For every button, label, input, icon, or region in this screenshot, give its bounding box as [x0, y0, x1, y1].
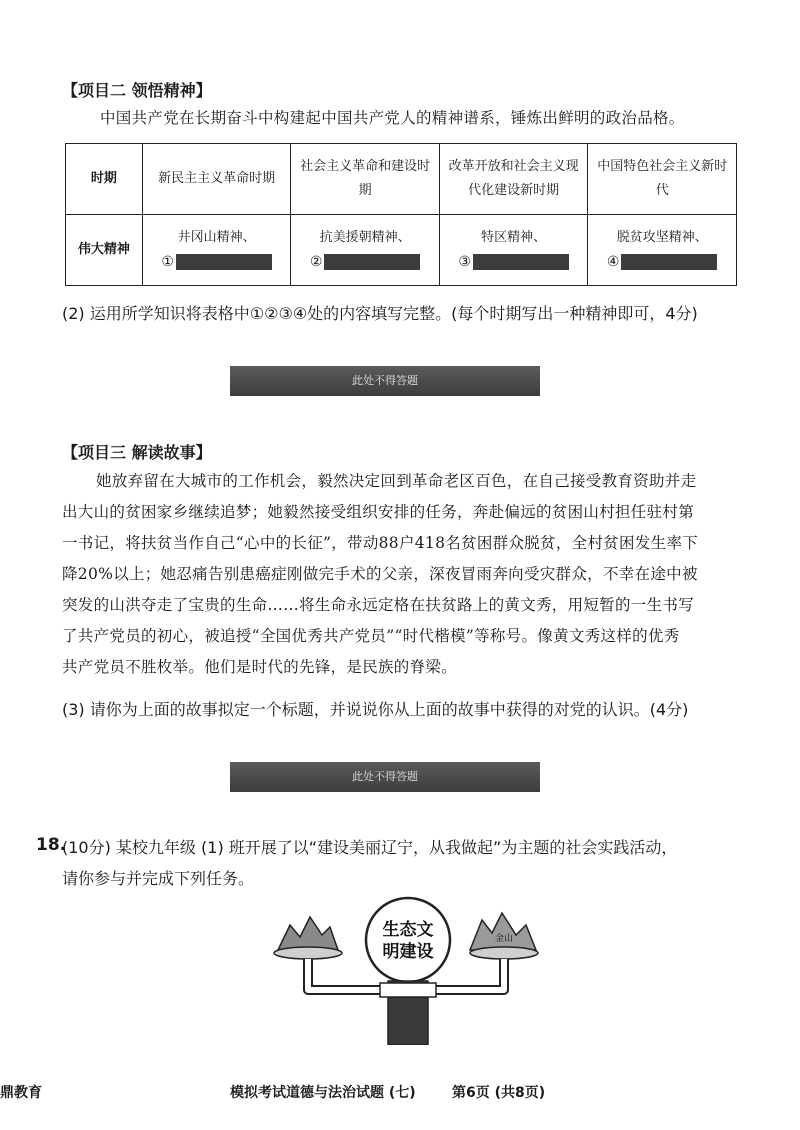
question-number: 18. [36, 835, 67, 855]
right-tray-icon [470, 947, 538, 959]
left-mountain-icon [278, 917, 338, 950]
section3-heading: 【项目三 解读故事】 [62, 443, 212, 462]
footer-publisher: 鼎教育 [0, 1085, 42, 1101]
no-answer-banner: 此处不得答题 [230, 762, 540, 792]
story-line: 共产党员不胜枚举。他们是时代的先锋，是民族的脊梁。 [62, 658, 458, 676]
section2-heading: 【项目二 领悟精神】 [62, 81, 212, 100]
story-line: 她放弃留在大城市的工作机会，毅然决定回到革命老区百色，在自己接受教育资助并走 [96, 472, 697, 490]
story-line: 一书记，将扶贫当作自己“心中的长征”，带动88户418名贫困群众脱贫，全村贫困发生率下 [62, 534, 699, 552]
head-circle-icon [366, 898, 450, 982]
left-tray-icon [274, 947, 342, 959]
table-cell-period-1: 新民主主义革命时期 [142, 144, 291, 215]
ecology-balance-cartoon [270, 895, 550, 1045]
blank-marker: ④ [606, 253, 620, 270]
table-row [66, 215, 737, 286]
redacted-answer [324, 254, 420, 270]
table-cell-spirit-2 [291, 215, 440, 286]
balance-illustration [270, 895, 550, 1045]
table-header-spirit: 伟大精神 [66, 215, 143, 286]
question-2: (2) 运用所学知识将表格中①②③④处的内容填写完整。(每个时期写出一种精神即可，4分) [62, 304, 698, 323]
spirit-name: 抗美援朝精神、 [319, 229, 411, 245]
question-18-line2: 请你参与并完成下列任务。 [62, 869, 255, 888]
table-cell-period-3: 改革开放和社会主义现代化建设新时期 [439, 144, 588, 215]
spirit-name: 脱贫攻坚精神、 [616, 229, 708, 245]
table-row [66, 144, 737, 215]
no-answer-banner: 此处不得答题 [230, 366, 540, 396]
footer-page-number: 第6页 (共8页) [452, 1085, 546, 1101]
story-line: 了共产党员的初心，被追授“全国优秀共产党员”“时代楷模”等称号。像黄文秀这样的优秀 [62, 627, 680, 645]
redacted-answer [176, 254, 272, 270]
blank-marker: ③ [458, 253, 471, 270]
right-mountain-icon [470, 913, 536, 950]
spirit-table [65, 143, 737, 286]
redacted-answer [473, 254, 569, 270]
table-cell-spirit-4 [588, 215, 737, 286]
table-header-period: 时期 [66, 144, 143, 215]
redacted-answer [621, 254, 717, 270]
spirit-name: 特区精神、 [481, 229, 547, 245]
cartoon-right-tag: 金山 [494, 934, 514, 944]
table-cell-spirit-3 [439, 215, 588, 286]
cartoon-label-line1: 生态文 [382, 920, 434, 940]
table-cell-period-4: 中国特色社会主义新时代 [588, 144, 737, 215]
cartoon-label-line2: 明建设 [382, 942, 434, 962]
blank-marker: ① [161, 253, 174, 270]
story-paragraph [62, 466, 752, 683]
spirit-name: 井冈山精神、 [177, 229, 256, 245]
collar-icon [380, 983, 436, 997]
footer-exam-title: 模拟考试道德与法治试题 (七) [230, 1085, 416, 1101]
story-line: 降20%以上；她忍痛告别患癌症刚做完手术的父亲，深夜冒雨奔向受灾群众，不幸在途中被 [62, 565, 698, 583]
blank-marker: ② [309, 253, 323, 270]
story-line: 出大山的贫困家乡继续追梦；她毅然接受组织安排的任务，奔赴偏远的贫困山村担任驻村第 [62, 503, 695, 521]
section2-intro: 中国共产党在长期奋斗中构建起中国共产党人的精神谱系，锤炼出鲜明的政治品格。 [100, 109, 685, 127]
story-line: 突发的山洪夺走了宝贵的生命……将生命永远定格在扶贫路上的黄文秀，用短暂的一生书写 [62, 596, 695, 614]
table-cell-spirit-1 [142, 215, 291, 286]
question-18-line1: (10分) 某校九年级 (1) 班开展了以“建设美丽辽宁，从我做起”为主题的社会实践活动， [62, 838, 678, 857]
question-3: (3) 请你为上面的故事拟定一个标题，并说说你从上面的故事中获得的对党的认识。(4分) [62, 700, 689, 719]
table-cell-period-2: 社会主义革命和建设时期 [291, 144, 440, 215]
